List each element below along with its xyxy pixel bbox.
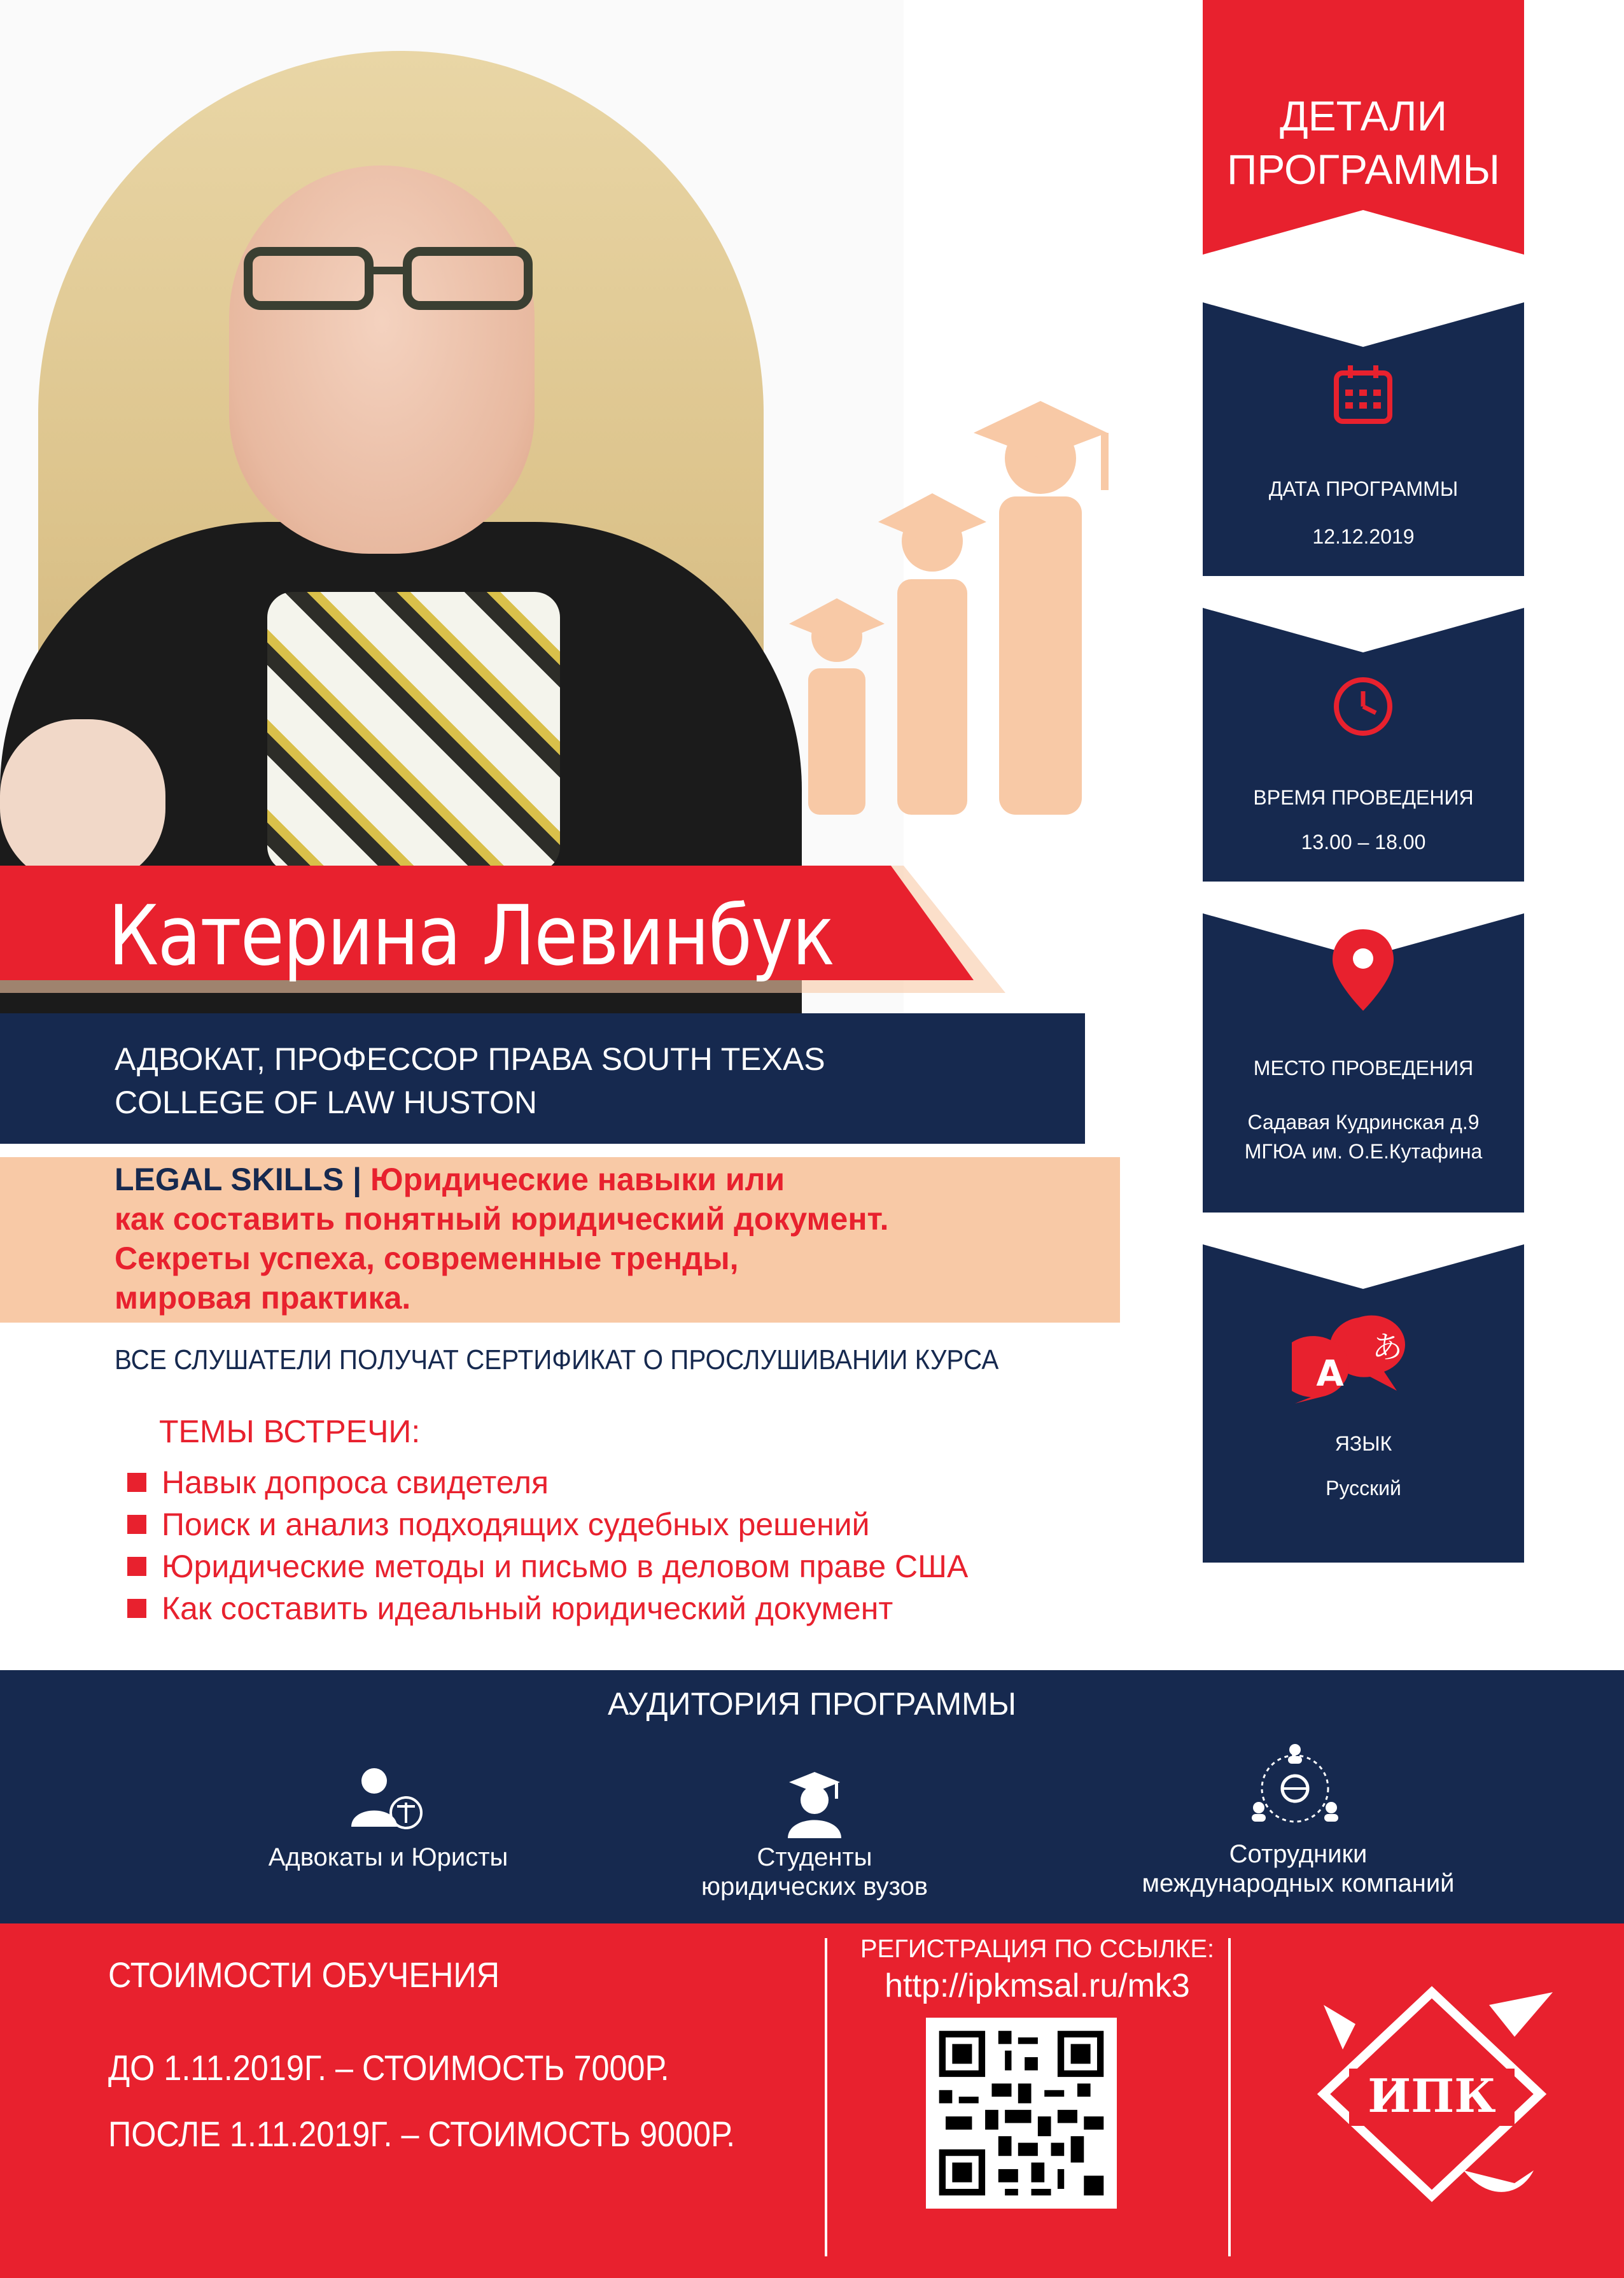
place-label: МЕСТО ПРОВЕДЕНИЯ bbox=[1253, 1057, 1474, 1079]
topics-title: ТЕМЫ ВСТРЕЧИ: bbox=[159, 1414, 421, 1449]
logo-text: ИПК bbox=[1368, 2069, 1496, 2123]
price-after: ПОСЛЕ 1.11.2019Г. – СТОИМОСТЬ 9000Р. bbox=[108, 2114, 736, 2154]
translate-icon bbox=[1292, 1314, 1435, 1403]
list-item: Поиск и анализ подходящих судебных решений bbox=[127, 1503, 1145, 1545]
list-item: Навык допроса свидетеля bbox=[127, 1461, 1145, 1503]
list-item: Как составить идеальный юридический документ bbox=[127, 1587, 1145, 1629]
details-heading: ДЕТАЛИ ПРОГРАММЫ bbox=[1226, 92, 1501, 193]
glasses-graphic bbox=[242, 242, 535, 312]
certificate-note: ВСЕ СЛУШАТЕЛИ ПОЛУЧАТ СЕРТИФИКАТ О ПРОСЛУШИВАНИИ КУРСА bbox=[115, 1344, 999, 1375]
place-card bbox=[1203, 913, 1524, 1213]
course-line-1: Юридические навыки или bbox=[370, 1162, 785, 1197]
international-staff-icon bbox=[1247, 1741, 1343, 1836]
date-value: 12.12.2019 bbox=[1312, 525, 1415, 548]
speaker-title bbox=[115, 1037, 1069, 1124]
course-lead: LEGAL SKILLS | bbox=[115, 1162, 362, 1197]
registration-label: РЕГИСТРАЦИЯ ПО ССЫЛКЕ: bbox=[860, 1935, 1215, 1963]
photo-face bbox=[229, 165, 535, 554]
course-line-3: Секреты успеха, современные тренды, bbox=[115, 1241, 739, 1276]
graduates-growth-icon bbox=[783, 369, 1126, 827]
speaker-title-line-2: COLLEGE OF LAW HUSTON bbox=[115, 1085, 538, 1120]
ipk-logo bbox=[1298, 1979, 1565, 2228]
speaker-name: Катерина Левинбук bbox=[108, 887, 834, 984]
photo-scarf bbox=[267, 592, 560, 872]
divider bbox=[825, 1938, 827, 2256]
price-before: ДО 1.11.2019Г. – СТОИМОСТЬ 7000Р. bbox=[108, 2048, 669, 2088]
pricing-title: СТОИМОСТИ ОБУЧЕНИЯ bbox=[108, 1955, 500, 1995]
course-line-4: мировая практика. bbox=[115, 1280, 411, 1316]
time-card bbox=[1203, 608, 1524, 882]
registration-link[interactable]: http://ipkmsal.ru/mk3 bbox=[885, 1967, 1190, 2004]
calendar-icon bbox=[1331, 363, 1395, 426]
language-label: ЯЗЫК bbox=[1334, 1432, 1392, 1455]
divider bbox=[1228, 1938, 1231, 2256]
photo-arm bbox=[0, 719, 165, 885]
date-label: ДАТА ПРОГРАММЫ bbox=[1268, 477, 1459, 500]
qr-code[interactable] bbox=[926, 2018, 1117, 2209]
course-description bbox=[115, 1160, 1107, 1318]
place-value: Садавая Кудринская д.9 МГЮА им. О.Е.Кутафина bbox=[1244, 1111, 1483, 1163]
speaker-title-line-1: АДВОКАТ, ПРОФЕССОР ПРАВА SOUTH TEXAS bbox=[115, 1041, 825, 1077]
bullet-square-icon bbox=[127, 1473, 146, 1492]
audience-title: АУДИТОРИЯ ПРОГРАММЫ bbox=[607, 1686, 1017, 1722]
course-line-2: как составить понятный юридический документ. bbox=[115, 1201, 889, 1237]
language-value: Русский bbox=[1326, 1477, 1401, 1500]
bullet-square-icon bbox=[127, 1599, 146, 1618]
audience-students: Студенты юридических вузов bbox=[701, 1843, 928, 1901]
time-label: ВРЕМЯ ПРОВЕДЕНИЯ bbox=[1253, 786, 1474, 809]
time-value: 13.00 – 18.00 bbox=[1301, 831, 1426, 854]
clock-icon bbox=[1331, 675, 1395, 738]
translate-icon-letter-a: A bbox=[1316, 1353, 1344, 1395]
lawyer-icon bbox=[349, 1763, 425, 1839]
language-card bbox=[1203, 1244, 1524, 1563]
list-item: Юридические методы и письмо в деловом праве США bbox=[127, 1545, 1145, 1587]
student-icon bbox=[776, 1763, 853, 1839]
topics-list bbox=[127, 1461, 1145, 1629]
audience-lawyers: Адвокаты и Юристы bbox=[268, 1843, 508, 1871]
location-pin-icon bbox=[1331, 929, 1395, 1012]
bullet-square-icon bbox=[127, 1515, 146, 1534]
audience-international: Сотрудники международных компаний bbox=[1142, 1840, 1455, 1897]
translate-icon-letter-b: あ bbox=[1371, 1330, 1403, 1365]
date-card bbox=[1203, 302, 1524, 576]
bullet-square-icon bbox=[127, 1557, 146, 1576]
